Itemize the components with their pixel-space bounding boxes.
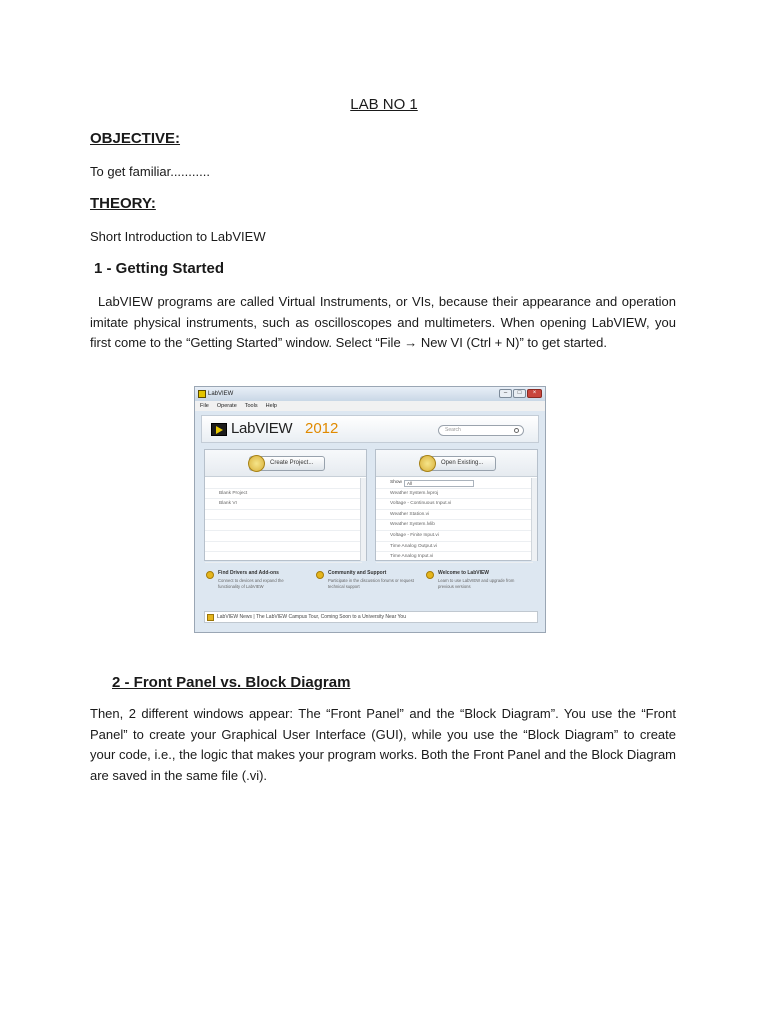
lab-title: LAB NO 1 [350,96,418,113]
list-item[interactable]: Blank VI [205,499,362,510]
menu-tools[interactable]: Tools [244,403,258,409]
list-item[interactable]: Time Analog Input.vi [376,552,533,563]
drivers-icon [206,571,214,579]
list-item [205,531,362,542]
minimize-icon[interactable]: – [499,389,512,398]
open-existing-button[interactable] [420,456,496,471]
window-controls [499,389,542,398]
list-item [205,478,362,489]
welcome-icon [426,571,434,579]
section2-paragraph: Then, 2 different windows appear: The “Front Panel” and the “Block Diagram”. You use the “Front Panel” to create your Graphical User Interface (GUI), while you use the “Block Diagram” to create your code, i.e., the logic that makes your program works. Both the Front Panel and the Block Diagram are saved in the same file (.vi). [90,706,676,783]
drivers-addons-link[interactable]: Find Drivers and Add-ons Connect to devices and expand the functionality of LabVIEW [204,569,312,607]
labview-banner [201,415,539,443]
section2-heading: 2 - Front Panel vs. Block Diagram [112,674,351,691]
list-item[interactable]: Blank Project [205,489,362,500]
close-icon[interactable]: × [527,389,542,398]
brand-name: LabVIEW [231,420,293,437]
search-icon [514,428,519,433]
scrollbar[interactable] [360,478,366,561]
open-existing-label: Open Existing... [441,460,484,466]
show-select[interactable]: All [404,480,474,487]
show-label: Show [390,480,402,485]
list-item[interactable]: Weather System.lvproj [376,489,533,500]
list-item [205,520,362,531]
menu-file[interactable]: File [200,403,209,409]
section1-heading: 1 - Getting Started [94,260,225,277]
recent-files-list [376,478,533,563]
labview-window-icon [198,390,206,398]
list-item[interactable]: Voltage - Continuous Input.vi [376,499,533,510]
create-project-label: Create Project... [270,460,314,466]
search-placeholder: Search [445,427,461,433]
welcome-link[interactable]: Welcome to LabVIEW Learn to use LabVIEW and upgrade from previous versions [424,569,532,607]
list-item[interactable]: Voltage - Finite Input.vi [376,531,533,542]
show-filter [376,478,533,489]
open-existing-pane [375,449,538,561]
list-item [205,542,362,553]
template-list [205,478,362,563]
menu-operate[interactable]: Operate [216,403,237,409]
list-item[interactable]: Weather Station.vi [376,510,533,521]
menu-bar [195,401,545,411]
menu-help[interactable]: Help [265,403,277,409]
create-project-button[interactable] [249,456,325,471]
section1-paragraph: LabVIEW programs are called Virtual Instruments, or VIs, because their appearance and operation imitate physical instruments, such as oscilloscopes and multimeters. When opening LabVIEW, you first come to the “Getting Started” window. Select “File → New VI (Ctrl + N)” to get started. [90,294,676,350]
list-item [205,510,362,521]
brand-year: 2012 [305,420,339,437]
create-project-pane [204,449,367,561]
news-text: LabVIEW News | The LabVIEW Campus Tour, Coming Soon to a University Near You [217,614,406,620]
community-icon [316,571,324,579]
scrollbar[interactable] [531,478,537,561]
objective-text: To get familiar........... [90,164,210,179]
news-bar[interactable] [204,611,538,623]
theory-text: Short Introduction to LabVIEW [90,229,266,244]
create-project-icon [248,455,265,472]
open-existing-icon [419,455,436,472]
window-titlebar [195,387,545,401]
community-support-link[interactable]: Community and Support Participate in the discussion forums or request technical support [314,569,422,607]
list-item[interactable]: Time Analog Output.vi [376,542,533,553]
search-input[interactable] [438,425,524,436]
window-title: LabVIEW [208,391,234,397]
maximize-icon[interactable]: □ [513,389,526,398]
info-strip [204,569,538,607]
news-icon [207,614,214,621]
theory-heading: THEORY: [90,195,156,212]
objective-heading: OBJECTIVE: [90,130,181,147]
labview-screenshot [194,386,546,633]
labview-logo-icon [211,423,227,436]
list-item[interactable]: Weather System.lvlib [376,520,533,531]
list-item [205,552,362,563]
